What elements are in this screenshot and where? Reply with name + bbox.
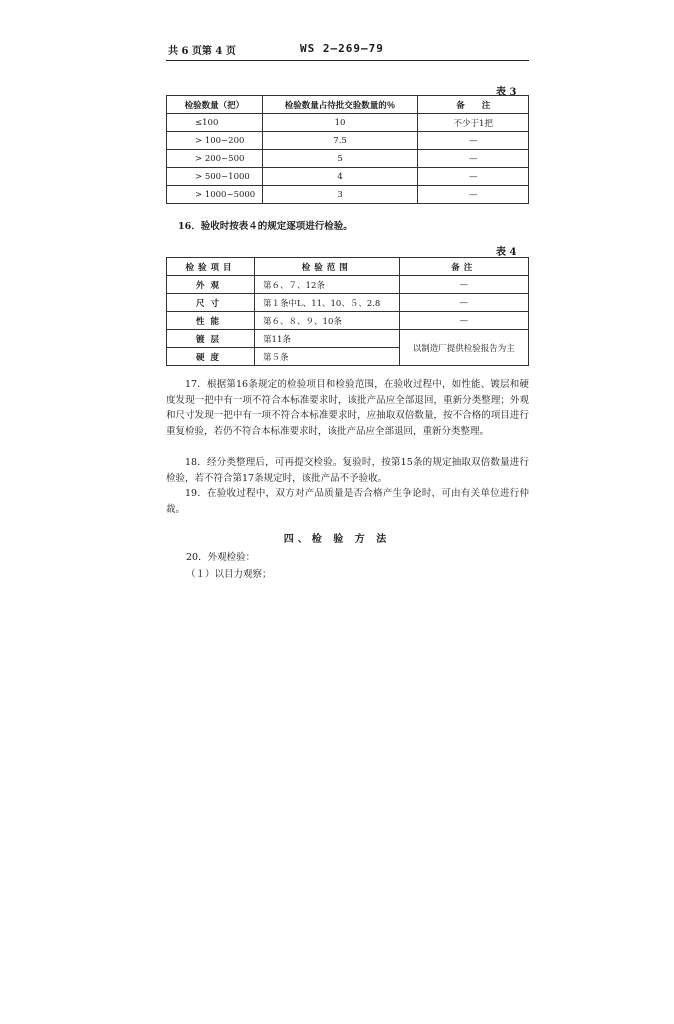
clause-20-1: （１）以目力观察； bbox=[186, 569, 272, 580]
table4-item: 性能 bbox=[167, 312, 255, 330]
page-number: 共 6 页第 4 页 bbox=[168, 46, 236, 57]
clause-16: 16．验收时按表４的规定逐项进行检验。 bbox=[178, 221, 353, 232]
table4-range: 第11条 bbox=[255, 330, 399, 348]
table-4 bbox=[166, 257, 529, 366]
table4-label: 表 4 bbox=[496, 247, 517, 258]
table-row bbox=[167, 330, 529, 348]
table4-col-note: 备注 bbox=[399, 258, 528, 276]
table3-col-pct: 检验数量占待批交验数量的％ bbox=[262, 96, 418, 114]
table3-label: 表 3 bbox=[496, 87, 517, 98]
table3-note: — bbox=[418, 132, 529, 150]
table3-pct: 3 bbox=[262, 186, 418, 204]
table3-pct: 7.5 bbox=[262, 132, 418, 150]
table4-item: 硬度 bbox=[167, 348, 255, 366]
table-row bbox=[167, 276, 529, 294]
table3-qty: > 200~500 bbox=[167, 150, 263, 168]
table3-note: — bbox=[418, 168, 529, 186]
header-rule bbox=[166, 60, 529, 61]
table4-range: 第５条 bbox=[255, 348, 399, 366]
table4-range: 第１条中L、11、10、５、2.8 bbox=[255, 294, 399, 312]
table-row bbox=[167, 186, 529, 204]
table4-merged-note: 以制造厂提供检验报告为主 bbox=[399, 330, 528, 366]
table3-qty: > 1000~5000 bbox=[167, 186, 263, 204]
table4-header-row bbox=[167, 258, 529, 276]
table3-qty: > 500~1000 bbox=[167, 168, 263, 186]
clause-18: 18．经分类整理后，可再提交检验。复验时，按第15条的规定抽取双倍数量进行检验，若不符合第17条规定时，该批产品不予验收。 bbox=[166, 457, 529, 484]
clause-20: 20．外观检验： bbox=[186, 552, 256, 563]
table3-note: — bbox=[418, 150, 529, 168]
table3-note: 不少于1把 bbox=[418, 114, 529, 132]
table4-note: — bbox=[399, 276, 528, 294]
table4-item: 尺寸 bbox=[167, 294, 255, 312]
table4-range: 第６、７、12条 bbox=[255, 276, 399, 294]
table3-col-qty: 检验数量（把） bbox=[167, 96, 263, 114]
table4-col-item: 检验项目 bbox=[167, 258, 255, 276]
table4-note: — bbox=[399, 312, 528, 330]
table-row bbox=[167, 150, 529, 168]
table-row bbox=[167, 168, 529, 186]
table-row bbox=[167, 114, 529, 132]
table4-range: 第６、８、９、10条 bbox=[255, 312, 399, 330]
table3-pct: 4 bbox=[262, 168, 418, 186]
table4-item: 外观 bbox=[167, 276, 255, 294]
section-title: 四、检 验 方 法 bbox=[283, 534, 391, 545]
table-row bbox=[167, 312, 529, 330]
table3-col-note: 备 注 bbox=[418, 96, 529, 114]
table3-qty: ≤100 bbox=[167, 114, 263, 132]
table-3 bbox=[166, 95, 529, 204]
table3-pct: 10 bbox=[262, 114, 418, 132]
table3-note: — bbox=[418, 186, 529, 204]
table4-note: — bbox=[399, 294, 528, 312]
table-row bbox=[167, 132, 529, 150]
table4-col-range: 检验范围 bbox=[255, 258, 399, 276]
table3-pct: 5 bbox=[262, 150, 418, 168]
table-row bbox=[167, 294, 529, 312]
clause-17: 17．根据第16条规定的检验项目和检验范围，在验收过程中，如性能、镀层和硬度发现一把中有一项不符合本标准要求时，该批产品应全部退回，重新分类整理；外观和尺寸发现一把中有一项不符合本标准要求时，应抽取双倍数量，按不合格的项目进行重复检验，若仍不符合本标准要求时，该批产品应全部退回，重新分类整理。 bbox=[166, 379, 529, 437]
standard-number: WS 2—269—79 bbox=[300, 42, 384, 55]
table4-item: 镀层 bbox=[167, 330, 255, 348]
clause-19: 19．在验收过程中，双方对产品质量是否合格产生争论时，可由有关单位进行仲裁。 bbox=[166, 488, 529, 515]
table3-qty: > 100~200 bbox=[167, 132, 263, 150]
table3-header-row bbox=[167, 96, 529, 114]
